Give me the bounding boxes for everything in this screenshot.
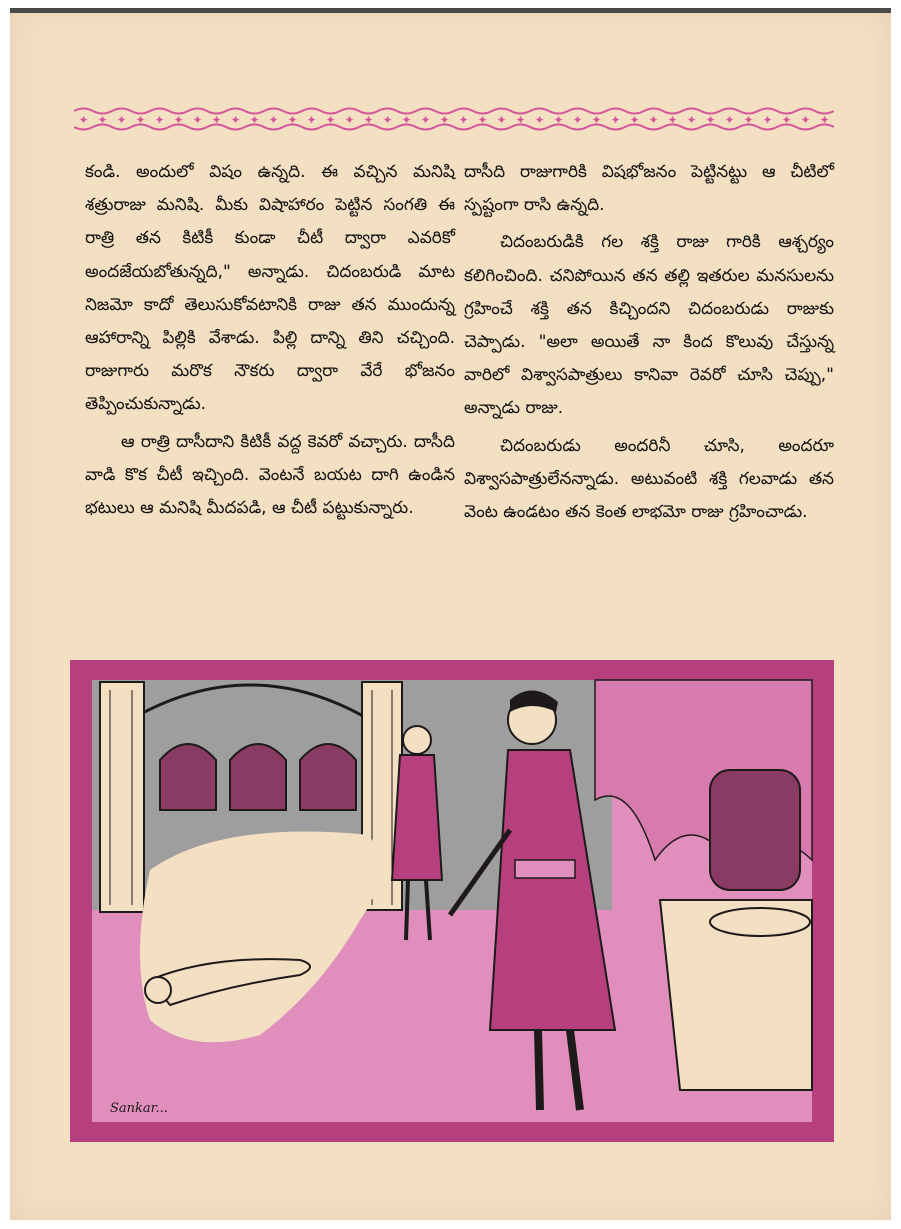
artist-signature: Sankar... xyxy=(110,1101,168,1116)
border-star-icon: ✦ xyxy=(667,113,678,127)
top-edge-line xyxy=(10,8,891,13)
border-star-icon: ✦ xyxy=(762,113,773,127)
border-star-icon: ✦ xyxy=(458,113,469,127)
border-star-icon: ✦ xyxy=(211,113,222,127)
border-star-icon: ✦ xyxy=(306,113,317,127)
border-star-icon: ✦ xyxy=(648,113,659,127)
paragraph: ఆ రాత్రి దాసీదాని కిటికీ వద్ద కెవరో వచ్చారు. దాసీది వాడి కొక చీటీ ఇచ్చింది. వెంటనే బయట దాగి ఉండిన భటులు ఆ మనిషి మీదపడి, ఆ చీటీ పట్టుకున్నారు. xyxy=(85,431,455,519)
border-star-icon: ✦ xyxy=(800,113,811,127)
border-star-icon: ✦ xyxy=(97,113,108,127)
story-illustration xyxy=(70,660,834,1142)
border-star-icon: ✦ xyxy=(230,113,241,127)
left-text-column xyxy=(85,156,455,529)
border-star-icon: ✦ xyxy=(439,113,450,127)
border-star-icon: ✦ xyxy=(743,113,754,127)
throne xyxy=(710,770,800,890)
border-star-icon: ✦ xyxy=(477,113,488,127)
border-star-icon: ✦ xyxy=(173,113,184,127)
border-star-icon: ✦ xyxy=(534,113,545,127)
border-star-icon: ✦ xyxy=(572,113,583,127)
arches xyxy=(160,744,356,810)
paragraph: చిదంబరుడికి గల శక్తి రాజు గారికి ఆశ్చర్యం కలిగించింది. చనిపోయిన తన తల్లి ఇతరుల మనసులను గ్రహించే శక్తి తన కిచ్చిందని చిదంబరుడు రాజుకు చెప్పాడు. "అలా అయితే నా కింద కొలువు చేస్తున్న వారిలో విశ్వాసపాత్రులు కానివా రెవరో చూసి చెప్పు," అన్నాడు రాజు. xyxy=(464,232,834,419)
border-star-icon: ✦ xyxy=(135,113,146,127)
right-text-column xyxy=(464,156,834,533)
decorative-border xyxy=(74,104,834,134)
border-star-icon: ✦ xyxy=(420,113,431,127)
border-star-icon: ✦ xyxy=(287,113,298,127)
border-star-icon: ✦ xyxy=(192,113,203,127)
border-star-icon: ✦ xyxy=(819,113,830,127)
plate xyxy=(710,908,810,936)
border-star-icon: ✦ xyxy=(496,113,507,127)
border-star-icon: ✦ xyxy=(78,113,89,127)
border-star-icon: ✦ xyxy=(325,113,336,127)
magazine-page xyxy=(10,8,891,1220)
border-star-icon: ✦ xyxy=(344,113,355,127)
paragraph: దాసీది రాజుగారికి విషభోజనం పెట్టినట్టు ఆ చీటిలో స్పష్టంగా రాసి ఉన్నది. xyxy=(464,162,834,216)
border-star-icon: ✦ xyxy=(515,113,526,127)
border-star-icon: ✦ xyxy=(781,113,792,127)
paragraph: కండి. అందులో విషం ఉన్నది. ఈ వచ్చిన మనిషి శత్రురాజు మనిషి. మీకు విషాహారం పెట్టిన సంగతి ఈ రాత్రి తన కిటికీ కుండా చీటీ ద్వారా ఎవరికో అందజేయబోతున్నది," అన్నాడు. చిదంబరుడి మాట నిజమో కాదో తెలుసుకోవటానికి రాజు తన ముందున్న ఆహారాన్ని పిల్లికి వేశాడు. పిల్లి దాన్ని తిని చచ్చింది. రాజుగారు మరొక నౌకరు ద్వారా వేరే భోజనం తెప్పించుకున్నాడు. xyxy=(85,162,455,415)
border-star-icon: ✦ xyxy=(116,113,127,127)
border-star-icon: ✦ xyxy=(363,113,374,127)
paragraph: చిదంబరుడు అందరినీ చూసి, అందరూ విశ్వాసపాత్రులేనన్నాడు. అటువంటి శక్తి గలవాడు తన వెంట ఉండటం తన కెంత లాభమో రాజు గ్రహించాడు. xyxy=(464,435,834,523)
border-star-icon: ✦ xyxy=(268,113,279,127)
border-star-icon: ✦ xyxy=(553,113,564,127)
border-star-icon: ✦ xyxy=(382,113,393,127)
border-star-icon: ✦ xyxy=(249,113,260,127)
border-star-icon: ✦ xyxy=(724,113,735,127)
border-star-icon: ✦ xyxy=(705,113,716,127)
border-star-icon: ✦ xyxy=(154,113,165,127)
border-star-icon: ✦ xyxy=(591,113,602,127)
border-star-icon: ✦ xyxy=(610,113,621,127)
border-star-icon: ✦ xyxy=(686,113,697,127)
border-star-icon: ✦ xyxy=(401,113,412,127)
border-star-icon: ✦ xyxy=(629,113,640,127)
